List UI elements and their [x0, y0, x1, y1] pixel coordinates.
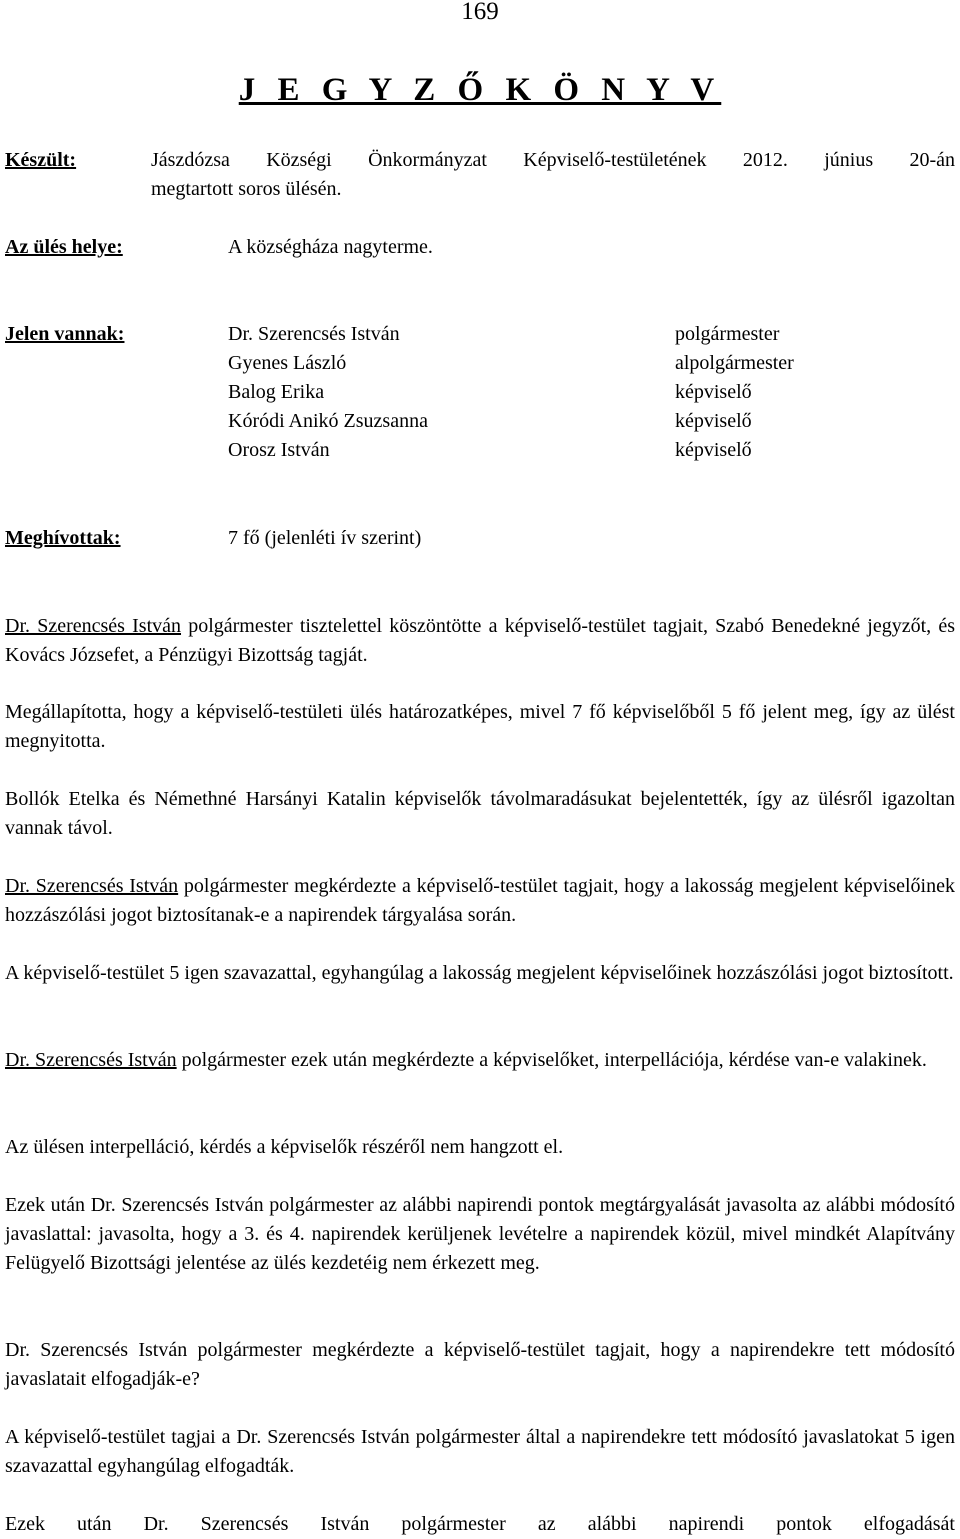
jelen-vannak-label: Jelen vannak:: [5, 323, 125, 345]
paragraph-vote-public-right: A képviselő-testület 5 igen szavazattal, egyhangúlag a lakosság megjelent képviselőinek hozzászólási jogot biztosított.: [5, 962, 954, 984]
member-name: Dr. Szerencsés István: [228, 323, 400, 345]
paragraph-agenda-question: Dr. Szerencsés István polgármester megkérdezte a képviselő-testület tagjait, hogy a napirendekre tett módosító javaslatait elfogadják-e?: [5, 1339, 955, 1390]
member-name: Gyenes László: [228, 352, 347, 374]
paragraph-text: polgármester tisztelettel köszöntötte a képviselő-testület tagjait, Szabó Benedekné jegyzőt, és Kovács Józsefet, a Pénzügyi Bizottság tagját.: [5, 615, 955, 666]
paragraph-no-interpellation: Az ülésen interpelláció, kérdés a képviselők részéről nem hangzott el.: [5, 1136, 564, 1158]
paragraph-public-right: [5, 872, 955, 930]
meghivottak-value: 7 fő (jelenléti ív szerint): [228, 527, 422, 549]
member-role: képviselő: [675, 410, 752, 432]
member-name: Kóródi Anikó Zsuzsanna: [228, 410, 428, 432]
member-role: képviselő: [675, 439, 752, 461]
keszult-label: Készült:: [5, 149, 77, 171]
member-name: Orosz István: [228, 439, 330, 461]
member-role: polgármester: [675, 323, 780, 345]
keszult-text: [151, 146, 955, 204]
document-title: J E G Y Z Ő K Ö N Y V: [238, 72, 722, 108]
ules-helye-label: Az ülés helye:: [5, 236, 123, 258]
paragraph-absent: Bollók Etelka és Némethné Harsányi Katalin képviselők távolmaradásukat bejelentették, így az ülésről igazoltan vannak távol.: [5, 788, 955, 839]
member-name: Balog Erika: [228, 381, 325, 403]
member-role: alpolgármester: [675, 352, 794, 374]
paragraph-agenda-proposal: Ezek után Dr. Szerencsés István polgármester az alábbi napirendi pontok megtárgyalását javasolta az alábbi módosító javaslattal: javasolta, hogy a 3. és 4. napirendek kerüljenek levételre a napirendek közül, mivel mindkét Alapítvány Felügyelő Bizottsági jelentése az ülés kezdetéig nem érkezett meg.: [5, 1194, 955, 1274]
members-roles: [675, 320, 794, 465]
ules-helye-value: A községháza nagyterme.: [228, 236, 433, 258]
member-role: képviselő: [675, 381, 752, 403]
mayor-name: Dr. Szerencsés István: [5, 1049, 177, 1071]
paragraph-interpellation-question: [5, 1046, 955, 1075]
keszult-line-1: Jászdózsa Községi Önkormányzat Képviselő-testületének 2012. június 20-án: [151, 149, 955, 171]
paragraph-welcome: [5, 612, 955, 670]
paragraph-agenda-vote: A képviselő-testület tagjai a Dr. Szerencsés István polgármester által a napirendekre tett módosító javaslatokat 5 igen szavazattal egyhangúlag elfogadták.: [5, 1426, 955, 1477]
paragraph-text: polgármester megkérdezte a képviselő-testület tagjait, hogy a lakosság megjelent képviselőinek hozzászólási jogot biztosítanak-e a napirendek tárgyalása során.: [5, 875, 955, 926]
keszult-line-2: megtartott soros ülésén.: [151, 178, 342, 200]
mayor-name: Dr. Szerencsés István: [5, 875, 179, 897]
paragraph-text: polgármester ezek után megkérdezte a képviselőket, interpellációja, kérdése van-e valakinek.: [176, 1049, 927, 1071]
members-names: [228, 320, 428, 465]
paragraph-quorum: Megállapította, hogy a képviselő-testületi ülés határozatképes, mivel 7 fő képviselőből 5 fő jelent meg, így az ülést megnyitotta.: [5, 701, 955, 752]
page-number: 169: [461, 0, 499, 25]
mayor-name: Dr. Szerencsés István: [5, 615, 182, 637]
paragraph-agenda-accept: Ezek után Dr. Szerencsés István polgármester az alábbi napirendi pontok elfogadását: [5, 1513, 955, 1535]
meghivottak-label: Meghívottak:: [5, 527, 121, 549]
